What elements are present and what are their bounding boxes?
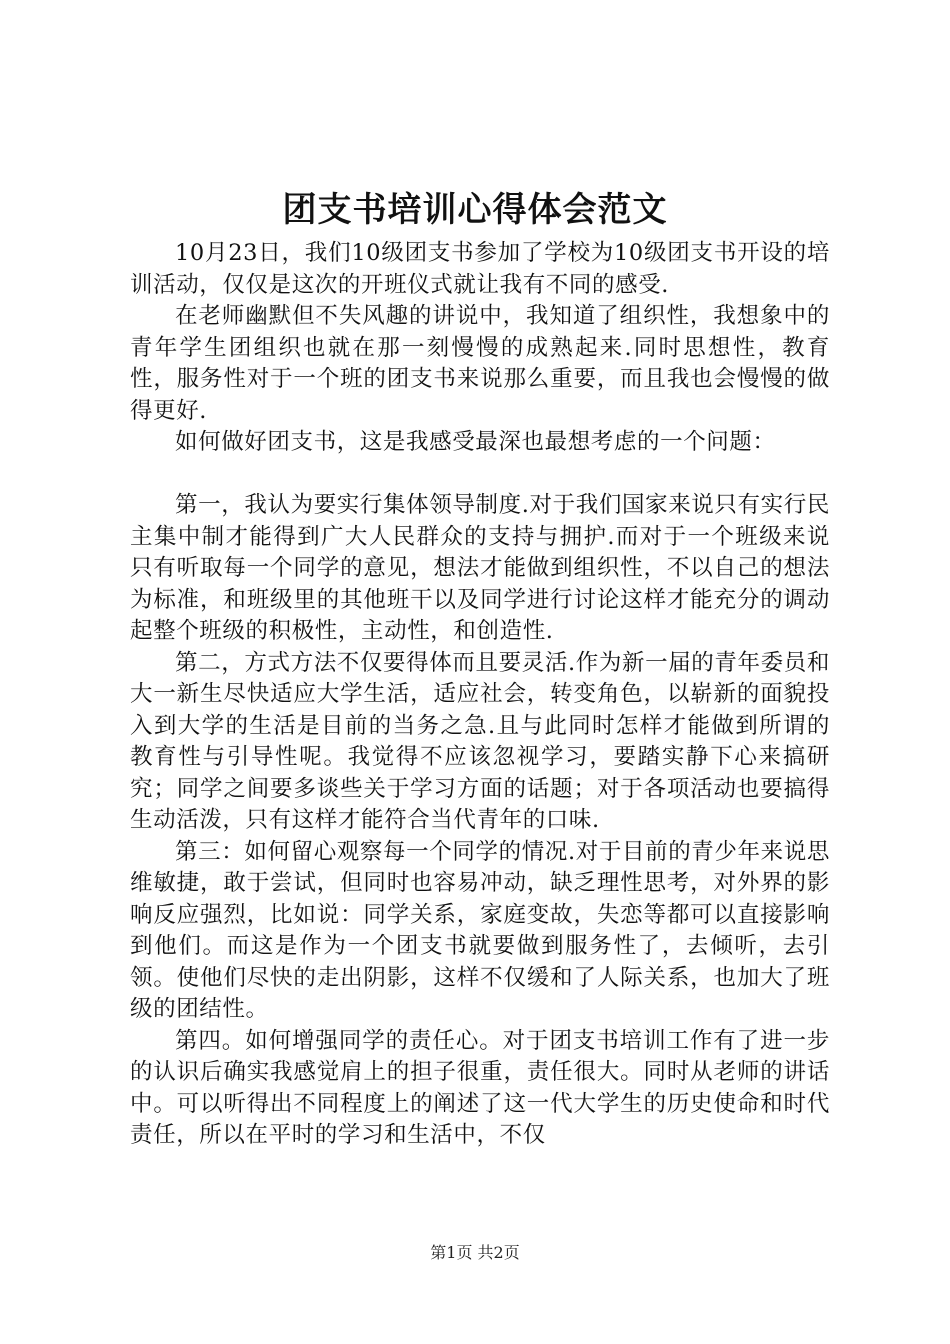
- paragraph-point-one: 第一，我认为要实行集体领导制度.对于我们国家来说只有实行民主集中制才能得到广大人民群众的支持与拥护.而对于一个班级来说只有听取每一个同学的意见，想法才能做到组织性，不以自己的想法为标准，和班级里的其他班干以及同学进行讨论这样才能充分的调动起整个班级的积极性，主动性，和创造性.: [130, 492, 830, 644]
- paragraph-point-three: 第三：如何留心观察每一个同学的情况.对于目前的青少年来说思维敏捷，敢于尝试，但同时也容易冲动，缺乏理性思考，对外界的影响反应强烈，比如说：同学关系，家庭变故，失恋等都可以直接影响到他们。而这是作为一个团支书就要做到服务性了，去倾听，去引领。使他们尽快的走出阴影，这样不仅缓和了人际关系，也加大了班级的团结性。: [130, 838, 830, 1022]
- paragraph-intro: 10月23日，我们10级团支书参加了学校为10级团支书开设的培训活动，仅仅是这次的开班仪式就让我有不同的感受.: [130, 240, 830, 298]
- paragraph-teacher-talk: 在老师幽默但不失风趣的讲说中，我知道了组织性，我想象中的青年学生团组织也就在那一刻慢慢的成熟起来.同时思想性，教育性，服务性对于一个班的团支书来说那么重要，而且我也会慢慢的做得更好.: [130, 303, 830, 424]
- document-body: [130, 238, 830, 1152]
- paragraph-point-four: 第四。如何增强同学的责任心。对于团支书培训工作有了进一步的认识后确实我感觉肩上的担子很重，责任很大。同时从老师的讲话中。可以听得出不同程度上的阐述了这一代大学生的历史使命和时代责任，所以在平时的学习和生活中，不仅: [130, 1027, 830, 1148]
- paragraph-question: 如何做好团支书，这是我感受最深也最想考虑的一个问题：: [175, 429, 776, 455]
- page-number-footer: 第1页 共2页: [430, 1243, 520, 1262]
- document-title: 团支书培训心得体会范文: [282, 190, 668, 230]
- paragraph-point-two: 第二，方式方法不仅要得体而且要灵活.作为新一届的青年委员和大一新生尽快适应大学生活，适应社会，转变角色，以崭新的面貌投入到大学的生活是目前的当务之急.且与此同时怎样才能做到所谓的教育性与引导性呢。我觉得不应该忽视学习，要踏实静下心来搞研究；同学之间要多谈些关于学习方面的话题；对于各项活动也要搞得生动活泼，只有这样才能符合当代青年的口味.: [130, 649, 830, 833]
